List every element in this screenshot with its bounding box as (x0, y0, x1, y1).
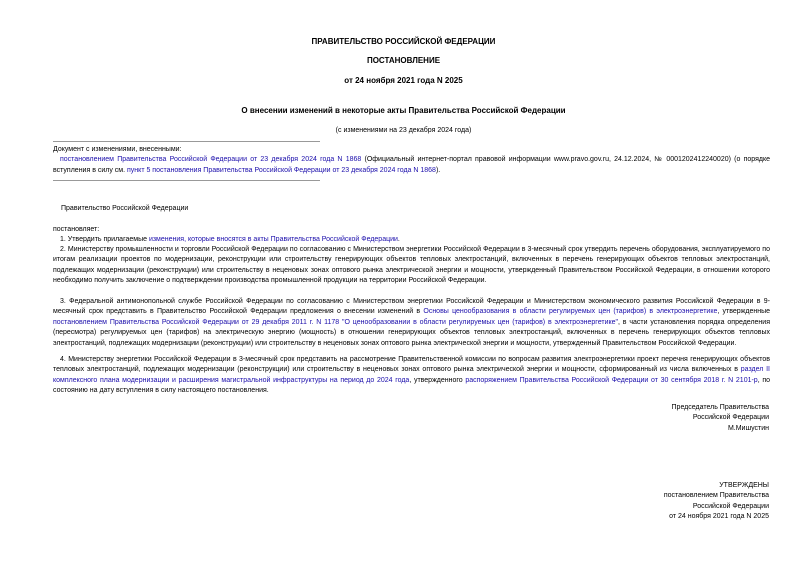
changes-top-divider (53, 141, 320, 142)
revision-note: (с изменениями на 23 декабря 2024 года) (335, 127, 472, 134)
signature-block (529, 403, 769, 434)
p3-text-c: , в части установления порядка определения (пересмотра) регулируемых цен (тарифов) на электрическую энергию (мощность) в отношении генерирующих объектов тепловых электростанций, включенных в перечень генерирующих объектов тепловых электростанций, подлежащих модернизации (реконструкции) или строительству в неценовых зонах оптового рынка электрической энергии и мощности, утвержденный Правительством Российской Федерации. (53, 318, 770, 347)
doc-title: О внесении изменений в некоторые акты Правительства Российской Федерации (241, 106, 566, 115)
p4-text-a: 4. Министерству энергетики Российской Федерации в 3-месячный срок представить на рассмотрение Правительственной комиссии по вопросам развития электроэнергетики проект перечня генерирующих объектов тепловых электростанций, подлежащих модернизации (реконструкции) или строительству в неценовых зонах оптового рынка электрической энергии и мощности, сформированный из числа включенных в (53, 356, 770, 374)
signature-name: М.Мишустин (727, 424, 769, 432)
changes-annex-link[interactable]: изменения, которые вносятся в акты Правительства Российской Федерации (148, 236, 398, 243)
approval-line-2: постановлением Правительства (663, 492, 769, 500)
changes-block (53, 145, 770, 176)
decrees-line: постановляет: (53, 226, 100, 233)
p1-end: . (397, 236, 400, 243)
approval-block (529, 481, 769, 523)
government-line: Правительство Российской Федерации (61, 205, 189, 212)
changes-text-1: (Официальный интернет-портал правовой информации www.pravo.gov.ru, 24.12.2024, № 0001202412240020) (о порядке вступления в силу см. (53, 156, 771, 174)
changes-intro: Документ с изменениями, внесенными: (53, 146, 182, 153)
paragraph-2: 2. Министерству промышленности и торговли Российской Федерации по согласованию с Министерством энергетики Российской Федерации в 3-месячный срок утвердить перечень оборудования, эксплуатируемого по итогам реализации проектов по модернизации, реконструкции или строительству генерирующих объектов тепловых электростанций, включенных в перечень генерирующих объектов тепловых электростанций, подлежащих модернизации (реконструкции) или строительству в неценовых зонах оптового рынка электрической энергии и мощности, утвержденный Правительством Российской Федерации, в отношении которого необходимо получить заключение о подтверждении производства промышленной продукции на территории Российской Федерации. (53, 246, 770, 285)
authority-heading: ПРАВИТЕЛЬСТВО РОССИЙСКОЙ ФЕДЕРАЦИИ (311, 37, 496, 46)
resolution-1178-link[interactable]: постановлением Правительства Российской Федерации от 29 декабря 2011 г. N 1178 "О ценообразовании в области регулируемых цен (тарифов) в электроэнергетике" (53, 318, 618, 326)
p4-text-c: , по состоянию на дату вступления в силу настоящего постановления. (53, 376, 771, 395)
section-ii-plan-link[interactable]: раздел II комплексного плана модернизации и расширения магистральной инфраструктуры на период до 2024 года (53, 366, 770, 384)
paragraph-1 (53, 235, 770, 245)
pricing-basics-link[interactable]: Основы ценообразования в области регулируемых цен (тарифов) в электроэнергетике (423, 308, 718, 316)
amendment-link-1868[interactable]: постановлением Правительства Российской Федерации от 23 декабря 2024 года N 1868 (60, 156, 362, 164)
doc-type-heading: ПОСТАНОВЛЕНИЕ (366, 56, 441, 65)
paragraph-4 (53, 355, 770, 397)
amendment-link-point5[interactable]: пункт 5 постановления Правительства Российской Федерации от 23 декабря 2024 года N 1868 (127, 166, 436, 174)
changes-bottom-divider (53, 180, 320, 181)
p4-text-b: , утвержденного (409, 376, 466, 384)
p3-text-b: , утвержденные (717, 308, 770, 316)
order-2101r-link[interactable]: распоряжением Правительства Российской Федерации от 30 сентября 2018 г. N 2101-р (465, 376, 758, 384)
signature-position-1: Председатель Правительства (671, 404, 769, 411)
approval-line-3: Российской Федерации (692, 502, 769, 510)
p1-text: 1. Утвердить прилагаемые (60, 236, 149, 243)
doc-date-number: от 24 ноября 2021 года N 2025 (344, 76, 463, 85)
changes-text-2: ). (435, 166, 441, 174)
p3-text-a: 3. Федеральной антимонопольной службе Российской Федерации по согласованию с Министерством энергетики Российской Федерации и Министерством экономического развития Российской Федерации в 9-месячный срок представить в Правительство Российской Федерации предложения о внесении изменений в (53, 298, 770, 316)
paragraph-3 (53, 297, 770, 349)
approval-line-4: от 24 ноября 2021 года N 2025 (669, 513, 769, 521)
approval-line-1: УТВЕРЖДЕНЫ (719, 482, 769, 489)
signature-position-2: Российской Федерации (692, 414, 769, 422)
